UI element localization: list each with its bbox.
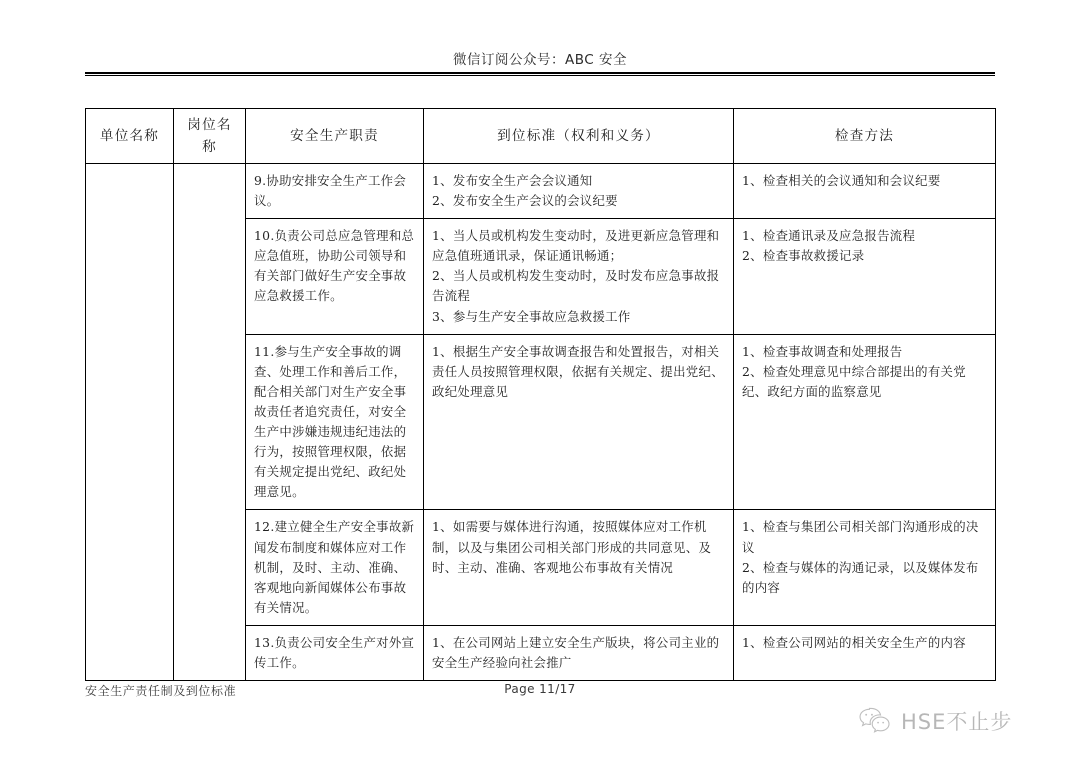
cell-unit-merged <box>86 164 174 681</box>
cell-line: 1、当人员或机构发生变动时，及进更新应急管理和应急值班通讯录，保证通讯畅通； <box>432 228 720 264</box>
cell-line: 1、如需要与媒体进行沟通，按照媒体应对工作机制，以及与集团公司相关部门形成的共同意见、及时、主动、准确、客观地公布事故有关情况 <box>432 519 712 575</box>
wechat-logo-icon <box>858 706 892 736</box>
cell-method <box>734 334 996 510</box>
cell-duty: 11.参与生产安全事故的调查、处理工作和善后工作，配合相关部门对生产安全事故责任者追究责任，对安全生产中涉嫌违规违纪违法的行为，按照管理权限，依据有关规定提出党纪、政纪处理意见。 <box>246 334 424 510</box>
cell-method <box>734 164 996 219</box>
footer-document-title: 安全生产责任制及到位标准 <box>85 684 237 698</box>
cell-duty: 9.协助安排安全生产工作会议。 <box>246 164 424 219</box>
header-divider-rule <box>85 72 995 76</box>
watermark-badge <box>858 706 1012 736</box>
table-header <box>86 109 996 164</box>
cell-line: 2、检查处理意见中综合部提出的有关党纪、政纪方面的监察意见 <box>742 363 966 399</box>
running-header-title: 微信订阅公众号：ABC 安全 <box>453 52 627 68</box>
cell-method <box>734 625 996 680</box>
cell-standard <box>424 510 734 625</box>
cell-standard <box>424 625 734 680</box>
responsibility-table-wrapper <box>85 108 995 681</box>
cell-line: 2、当人员或机构发生变动时，及时发布应急事故报告流程 <box>432 268 720 304</box>
cell-line: 1、检查事故调查和处理报告 <box>742 343 903 359</box>
cell-duty: 12.建立健全生产安全事故新闻发布制度和媒体应对工作机制，及时、主动、准确、客观地向新闻媒体公布事故有关情况。 <box>246 510 424 625</box>
cell-post-merged <box>174 164 246 681</box>
cell-line: 1、检查公司网站的相关安全生产的内容 <box>742 634 966 650</box>
watermark-text: HSE不止步 <box>901 710 1013 734</box>
col-header-duty: 安全生产职责 <box>246 109 424 164</box>
cell-method <box>734 510 996 625</box>
cell-standard <box>424 334 734 510</box>
cell-duty: 13.负责公司安全生产对外宣传工作。 <box>246 625 424 680</box>
cell-line: 2、发布安全生产会议的会议纪要 <box>432 193 618 209</box>
col-header-method: 检查方法 <box>734 109 996 164</box>
cell-duty: 10.负责公司总应急管理和总应急值班，协助公司领导和有关部门做好生产安全事故应急救援工作。 <box>246 219 424 334</box>
col-header-unit: 单位名称 <box>86 109 174 164</box>
table-body <box>86 164 996 681</box>
cell-line: 1、在公司网站上建立安全生产版块，将公司主业的安全生产经验向社会推广 <box>432 634 720 670</box>
cell-line: 1、检查相关的会议通知和会议纪要 <box>742 173 941 188</box>
col-header-post: 岗位名称 <box>174 109 246 164</box>
cell-standard <box>424 164 734 219</box>
cell-line: 2、检查事故救援记录 <box>742 248 865 264</box>
cell-method <box>734 219 996 334</box>
cell-standard <box>424 219 734 334</box>
cell-line: 1、检查通讯录及应急报告流程 <box>742 228 916 244</box>
cell-line: 1、检查与集团公司相关部门沟通形成的决议 <box>742 519 979 555</box>
col-header-std: 到位标准（权利和义务） <box>424 109 734 164</box>
cell-line: 1、发布安全生产会会议通知 <box>432 173 593 188</box>
responsibility-table <box>85 108 996 681</box>
cell-line: 2、检查与媒体的沟通记录，以及媒体发布的内容 <box>742 559 979 595</box>
table-header-row <box>86 109 996 164</box>
cell-line: 3、参与生产安全事故应急救援工作 <box>432 308 631 324</box>
footer-page-number: Page 11/17 <box>504 682 576 696</box>
cell-line: 1、根据生产安全事故调查报告和处置报告，对相关责任人员按照管理权限，依据有关规定、提出党纪、政纪处理意见 <box>432 343 724 399</box>
table-row <box>86 164 996 219</box>
